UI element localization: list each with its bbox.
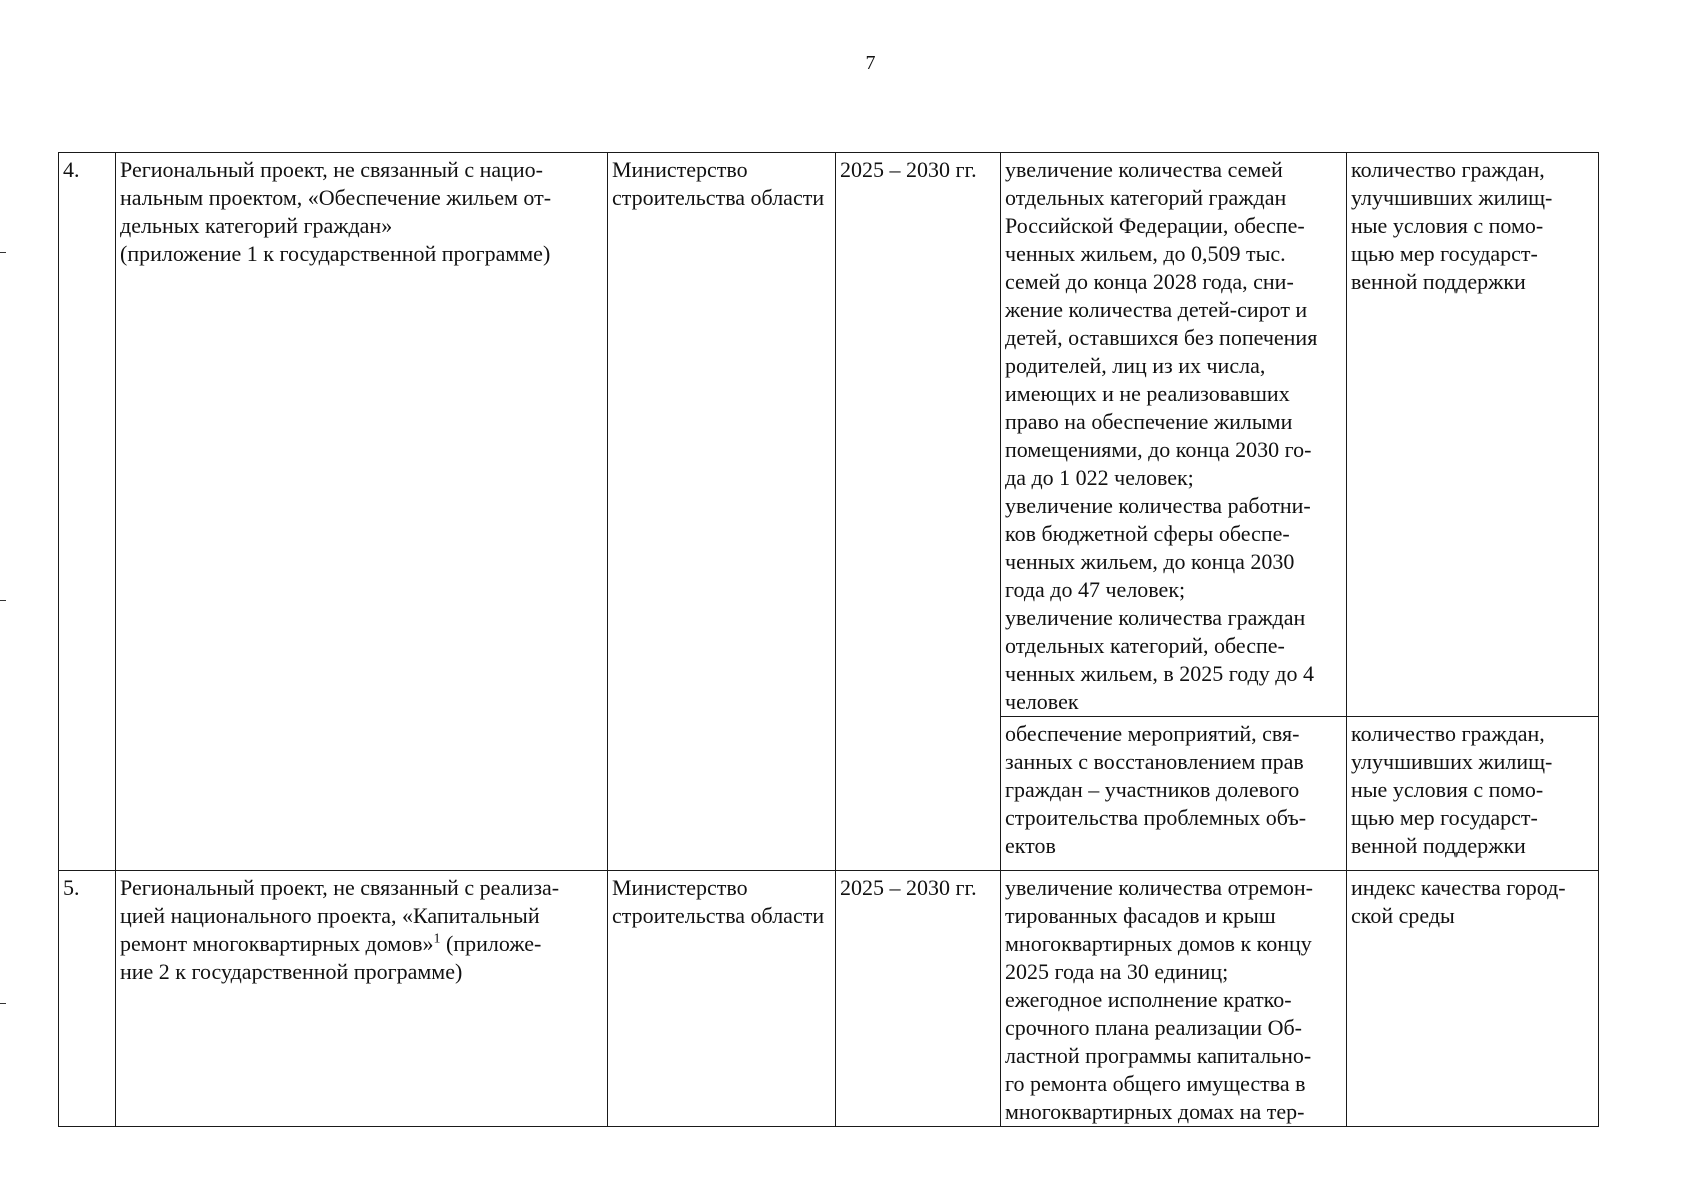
result-line: граждан – участников долевого xyxy=(1005,777,1300,802)
result-line: отдельных категорий, обеспе- xyxy=(1005,633,1285,658)
result-line: семей до конца 2028 года, сни- xyxy=(1005,269,1294,294)
result-line: право на обеспечение жилыми xyxy=(1005,409,1293,434)
footnote-marker: 1 xyxy=(433,931,441,947)
result-line: многоквартирных домов к концу xyxy=(1005,931,1312,956)
project-name-line: нальным проектом, «Обеспечение жильем от- xyxy=(120,185,552,210)
project-name-line: дельных категорий граждан» xyxy=(120,213,393,238)
indicator-line: щью мер государст- xyxy=(1351,241,1538,266)
result-line: увеличение количества граждан xyxy=(1005,605,1306,630)
responsible-org-line: строительства области xyxy=(612,185,825,210)
result-line: отдельных категорий граждан xyxy=(1005,185,1287,210)
result-line: ченных жильем, до конца 2030 xyxy=(1005,549,1295,574)
result-line: ектов xyxy=(1005,833,1056,858)
responsible-org-line: Министерство xyxy=(612,875,748,900)
result-line: ластной программы капитально- xyxy=(1005,1043,1312,1068)
result-line: увеличение количества семей xyxy=(1005,157,1283,182)
indicator-cell xyxy=(1347,871,1599,1127)
page-number: 7 xyxy=(865,52,876,74)
result-line: 2025 года на 30 единиц; xyxy=(1005,959,1229,984)
indicator-line: количество граждан, xyxy=(1351,157,1545,182)
margin-mark xyxy=(0,252,6,253)
result-line: помещениями, до конца 2030 го- xyxy=(1005,437,1312,462)
indicator-cell xyxy=(1347,717,1599,871)
result-line: родителей, лиц из их числа, xyxy=(1005,353,1266,378)
project-name-line: Региональный проект, не связанный с реализа- xyxy=(120,875,560,900)
result-line: тированных фасадов и крыш xyxy=(1005,903,1276,928)
project-name-cell xyxy=(116,871,608,1127)
result-line: увеличение количества отремон- xyxy=(1005,875,1313,900)
result-line: ченных жильем, в 2025 году до 4 xyxy=(1005,661,1314,686)
row-number-cell xyxy=(59,871,116,1127)
result-line: строительства проблемных объ- xyxy=(1005,805,1307,830)
result-line: года до 47 человек; xyxy=(1005,577,1186,602)
indicator-line: улучшивших жилищ- xyxy=(1351,749,1553,774)
period-cell xyxy=(836,153,1001,871)
result-line: многоквартирных домах на тер- xyxy=(1005,1099,1305,1124)
period-text: 2025 – 2030 гг. xyxy=(840,157,977,182)
row-number-cell xyxy=(59,153,116,871)
project-name-line xyxy=(120,930,603,958)
result-line: срочного плана реализации Об- xyxy=(1005,1015,1302,1040)
result-line: ченных жильем, до 0,509 тыс. xyxy=(1005,241,1286,266)
result-line: Российской Федерации, обеспе- xyxy=(1005,213,1305,238)
expected-result-cell xyxy=(1001,871,1347,1127)
result-line: ежегодное исполнение кратко- xyxy=(1005,987,1292,1012)
project-name-text: ремонт многоквартирных домов» xyxy=(120,931,434,956)
responsible-org-line: строительства области xyxy=(612,903,825,928)
project-name-line: Региональный проект, не связанный с нацио- xyxy=(120,157,543,182)
project-name-text: (приложе- xyxy=(440,931,542,956)
result-line: да до 1 022 человек; xyxy=(1005,465,1194,490)
margin-mark xyxy=(0,600,6,601)
period-text: 2025 – 2030 гг. xyxy=(840,875,977,900)
result-line: человек xyxy=(1005,689,1079,714)
indicator-line: ные условия с помо- xyxy=(1351,213,1544,238)
indicator-line: щью мер государст- xyxy=(1351,805,1538,830)
result-line: ков бюджетной сферы обеспе- xyxy=(1005,521,1290,546)
result-line: жение количества детей-сирот и xyxy=(1005,297,1308,322)
result-line: детей, оставшихся без попечения xyxy=(1005,325,1318,350)
indicator-line: индекс качества город- xyxy=(1351,875,1566,900)
margin-mark xyxy=(0,1003,6,1004)
indicator-cell xyxy=(1347,153,1599,717)
program-table xyxy=(58,152,1599,1127)
responsible-org-line: Министерство xyxy=(612,157,748,182)
project-name-cell xyxy=(116,153,608,871)
project-name-line: цией национального проекта, «Капитальный xyxy=(120,903,540,928)
responsible-org-cell xyxy=(608,153,836,871)
indicator-line: ской среды xyxy=(1351,903,1455,928)
result-line: обеспечение мероприятий, свя- xyxy=(1005,721,1300,746)
indicator-line: венной поддержки xyxy=(1351,269,1526,294)
result-line: занных с восстановлением прав xyxy=(1005,749,1304,774)
project-name-line: (приложение 1 к государственной программе) xyxy=(120,241,551,266)
indicator-line: количество граждан, xyxy=(1351,721,1545,746)
responsible-org-cell xyxy=(608,871,836,1127)
expected-result-cell xyxy=(1001,153,1347,717)
result-line: увеличение количества работни- xyxy=(1005,493,1311,518)
table-row-5 xyxy=(59,871,1599,1127)
expected-result-cell xyxy=(1001,717,1347,871)
indicator-line: венной поддержки xyxy=(1351,833,1526,858)
indicator-line: ные условия с помо- xyxy=(1351,777,1544,802)
period-cell xyxy=(836,871,1001,1127)
project-name-line: ние 2 к государственной программе) xyxy=(120,959,463,984)
result-line: имеющих и не реализовавших xyxy=(1005,381,1290,406)
table-row-4 xyxy=(59,153,1599,717)
row-number: 5. xyxy=(63,875,80,900)
row-number: 4. xyxy=(63,157,80,182)
result-line: го ремонта общего имущества в xyxy=(1005,1071,1306,1096)
indicator-line: улучшивших жилищ- xyxy=(1351,185,1553,210)
